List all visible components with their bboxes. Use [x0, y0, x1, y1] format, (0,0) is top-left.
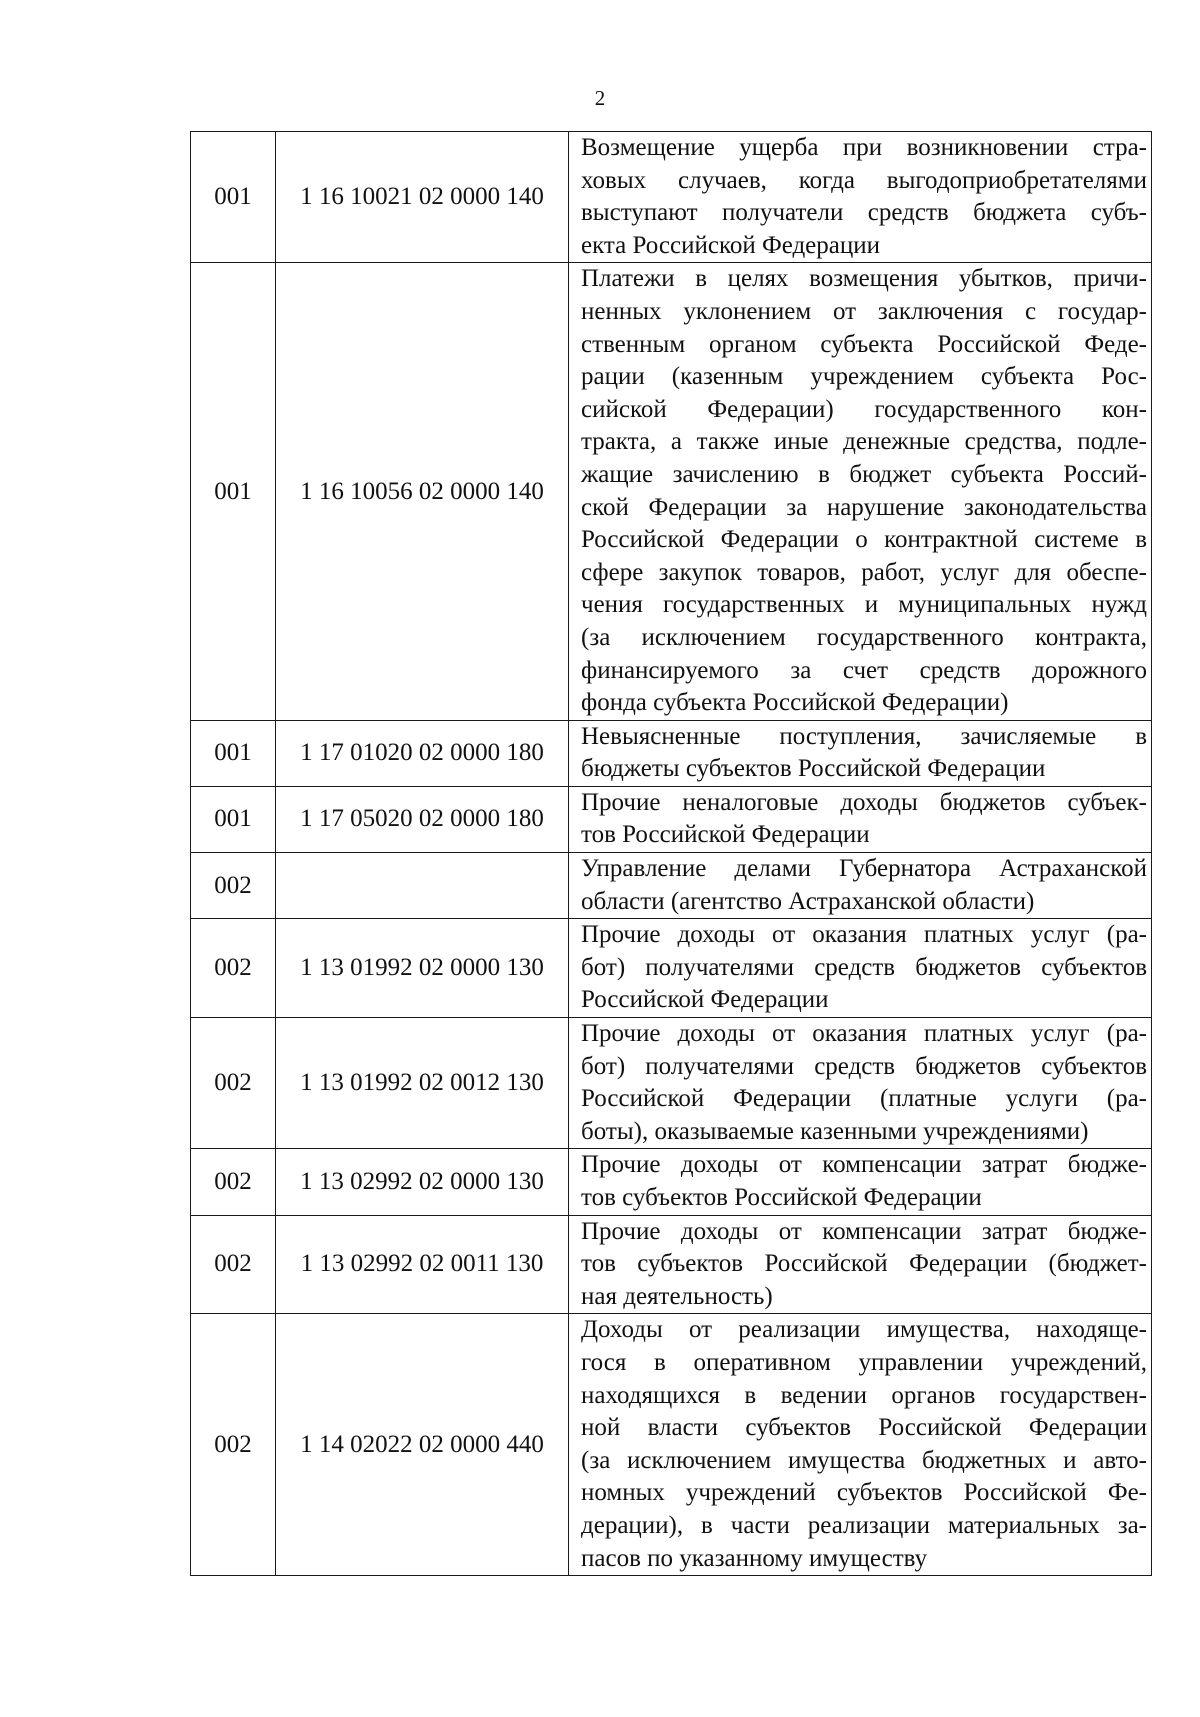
description-line: ной власти субъектов Российской Федерации [581, 1414, 1147, 1442]
description-line: (за исключением государственного контракта, [581, 623, 1147, 651]
description-cell [569, 1018, 1152, 1149]
description-line: бот) получателями средств бюджетов субъектов [581, 953, 1147, 981]
table-row [191, 786, 1152, 852]
description-line: ховых случаев, когда выгодоприобретателями [581, 166, 1147, 194]
description-line: тов субъектов Российской Федерации (бюджет- [581, 1250, 1147, 1278]
description-line: сфере закупок товаров, работ, услуг для обеспе- [581, 558, 1147, 586]
description-line: Прочие доходы от оказания платных услуг (ра- [581, 921, 1147, 949]
budget-code-cell: 1 17 05020 02 0000 180 [276, 786, 569, 852]
admin-code-cell: 001 [191, 132, 276, 263]
description-line: Управление делами Губернатора Астраханской [581, 855, 1147, 883]
description-line: находящихся в ведении органов государствен- [581, 1381, 1147, 1409]
table-row [191, 853, 1152, 919]
admin-code-cell: 002 [191, 919, 276, 1018]
table-row [191, 919, 1152, 1018]
table-row [191, 263, 1152, 720]
admin-code-cell: 001 [191, 263, 276, 720]
description-line: екта Российской Федерации [581, 231, 881, 259]
description-line: ненных уклонением от заключения с государ- [581, 297, 1147, 325]
table-row [191, 1215, 1152, 1314]
admin-code-cell: 002 [191, 1149, 276, 1215]
description-line: Невыясненные поступления, зачисляемые в [581, 722, 1147, 750]
description-line: бюджеты субъектов Российской Федерации [581, 755, 1046, 783]
description-line: фонда субъекта Российской Федерации) [581, 689, 1009, 717]
table-row [191, 1018, 1152, 1149]
description-line: Российской Федерации (платные услуги (ра- [581, 1085, 1147, 1113]
budget-code-cell [276, 853, 569, 919]
description-line: сийской Федерации) государственного кон- [581, 395, 1147, 423]
description-cell [569, 853, 1152, 919]
description-line: чения государственных и муниципальных нужд [581, 591, 1147, 619]
description-line: области (агентство Астраханской области) [581, 887, 1035, 915]
description-line: тов Российской Федерации [581, 821, 870, 849]
description-line: Доходы от реализации имущества, находяще- [581, 1316, 1147, 1344]
description-line: Прочие неналоговые доходы бюджетов субъек- [581, 788, 1147, 816]
description-line: бот) получателями средств бюджетов субъектов [581, 1052, 1147, 1080]
table-row [191, 720, 1152, 786]
table-row [191, 1149, 1152, 1215]
description-line: дерации), в части реализации материальных за- [581, 1511, 1147, 1539]
description-line: ской Федерации за нарушение законодательства [581, 493, 1147, 521]
description-line: финансируемого за счет средств дорожного [581, 656, 1147, 684]
description-line: Российской Федерации [581, 986, 829, 1014]
budget-code-cell: 1 17 01020 02 0000 180 [276, 720, 569, 786]
description-cell [569, 720, 1152, 786]
description-line: ственным органом субъекта Российской Феде- [581, 330, 1147, 358]
budget-code-cell: 1 14 02022 02 0000 440 [276, 1314, 569, 1576]
description-cell [569, 919, 1152, 1018]
revenue-codes-table [190, 131, 1152, 1576]
description-cell [569, 1149, 1152, 1215]
description-line: номных учреждений субъектов Российской Фе- [581, 1479, 1147, 1507]
budget-code-cell: 1 13 02992 02 0011 130 [276, 1215, 569, 1314]
description-cell [569, 1314, 1152, 1576]
description-cell [569, 786, 1152, 852]
description-line: гося в оперативном управлении учреждений, [581, 1348, 1147, 1376]
description-line: тракта, а также иные денежные средства, подле- [581, 428, 1147, 456]
table-row [191, 132, 1152, 263]
description-cell [569, 1215, 1152, 1314]
admin-code-cell: 001 [191, 786, 276, 852]
description-line: боты), оказываемые казенными учреждениями) [581, 1117, 1089, 1145]
admin-code-cell: 002 [191, 853, 276, 919]
description-line: Прочие доходы от компенсации затрат бюдже- [581, 1151, 1147, 1179]
table-row [191, 1314, 1152, 1576]
table-body [191, 132, 1152, 1576]
budget-code-cell: 1 13 02992 02 0000 130 [276, 1149, 569, 1215]
budget-code-cell: 1 16 10021 02 0000 140 [276, 132, 569, 263]
description-line: жащие зачислению в бюджет субъекта Россий- [581, 460, 1147, 488]
budget-code-cell: 1 13 01992 02 0000 130 [276, 919, 569, 1018]
description-line: Российской Федерации о контрактной системе в [581, 526, 1147, 554]
description-line: рации (казенным учреждением субъекта Рос- [581, 363, 1147, 391]
description-line: Возмещение ущерба при возникновении стра- [581, 134, 1147, 161]
description-cell [569, 132, 1152, 263]
description-line: выступают получатели средств бюджета субъ- [581, 199, 1147, 227]
description-line: тов субъектов Российской Федерации [581, 1184, 982, 1211]
page-number: 2 [594, 86, 606, 110]
admin-code-cell: 002 [191, 1314, 276, 1576]
description-line: Прочие доходы от компенсации затрат бюдже- [581, 1217, 1147, 1245]
admin-code-cell: 002 [191, 1018, 276, 1149]
budget-code-cell: 1 16 10056 02 0000 140 [276, 263, 569, 720]
description-line: Прочие доходы от оказания платных услуг (ра- [581, 1020, 1147, 1048]
admin-code-cell: 001 [191, 720, 276, 786]
budget-code-cell: 1 13 01992 02 0012 130 [276, 1018, 569, 1149]
description-cell [569, 263, 1152, 720]
description-line: ная деятельность) [581, 1282, 773, 1310]
description-line: Платежи в целях возмещения убытков, причи- [581, 265, 1147, 293]
description-line: (за исключением имущества бюджетных и авто- [581, 1446, 1147, 1474]
admin-code-cell: 002 [191, 1215, 276, 1314]
description-line: пасов по указанному имуществу [581, 1544, 928, 1572]
